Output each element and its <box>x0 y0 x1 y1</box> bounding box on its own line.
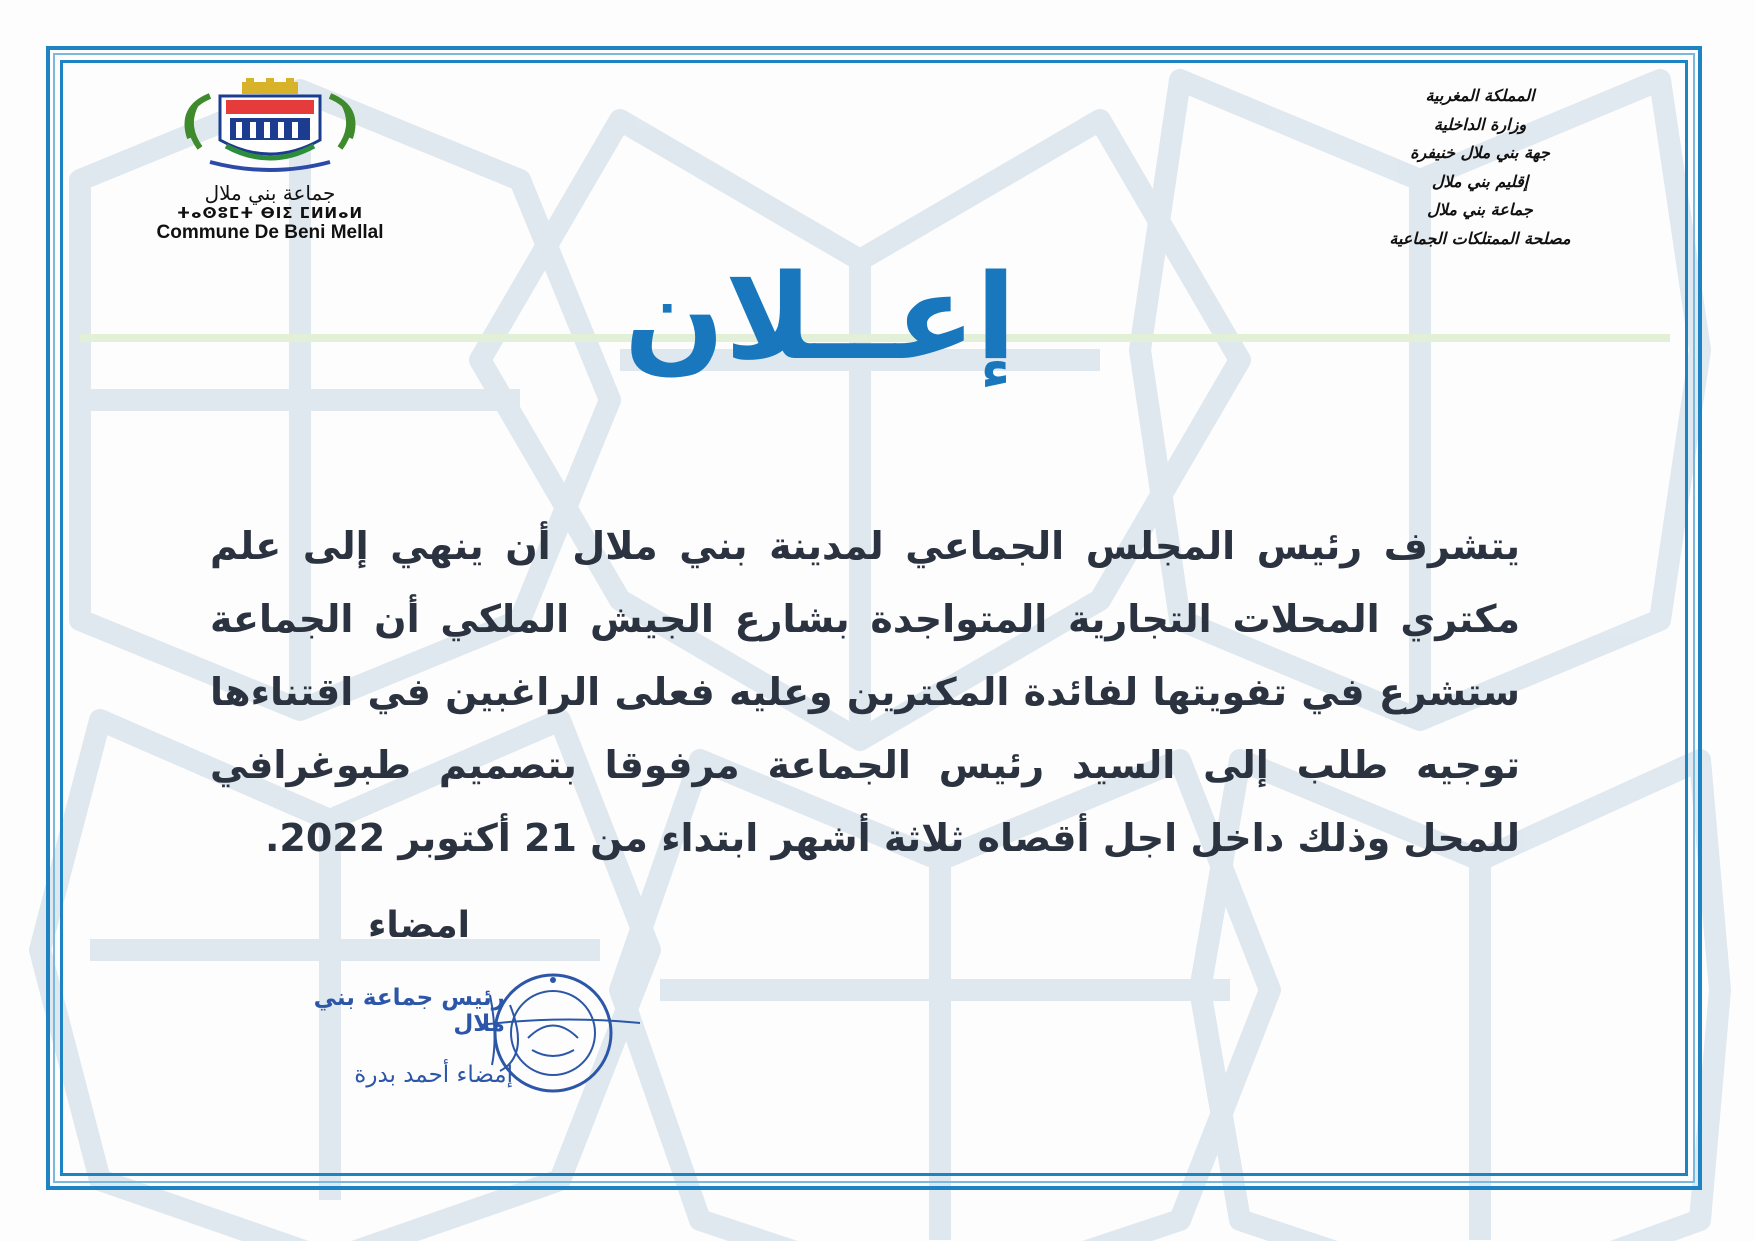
header-line: مصلحة الممتلكات الجماعية <box>1389 228 1571 248</box>
header-line: إقليم بني ملال <box>1431 171 1529 191</box>
signatory-name: إمضاء أحمد بدرة <box>354 1062 513 1088</box>
coat-of-arms-icon <box>170 78 370 178</box>
header-line: المملكة المغربية <box>1425 86 1535 105</box>
body-line: ستشرع في تفويتها لفائدة المكترين وعليه فعلى الراغبين في اقتناءها <box>210 670 1520 714</box>
signatory-title: رئيس جماعة بني ملال <box>313 985 505 1037</box>
body-line: يتشرف رئيس المجلس الجماعي لمدينة بني ملال أن ينهي إلى علم <box>210 524 1520 568</box>
announcement-body <box>210 510 1520 875</box>
logo-french-name: Commune De Beni Mellal <box>156 222 384 243</box>
header-line: جهة بني ملال خنيفرة <box>1410 143 1550 162</box>
logo-arabic-name: جماعة بني ملال <box>204 181 336 205</box>
announcement-title: إعــلان <box>623 248 1017 386</box>
body-line: للمحل وذلك داخل اجل أقصاه ثلاثة أشهر ابتداء من 21 أكتوبر 2022. <box>264 816 1520 860</box>
administrative-header <box>1340 82 1620 253</box>
logo-tifinagh-name: ⵜⴰⵙⵓⵎⵜ ⴱⵏⵉ ⵎⵍⵍⴰⵍ <box>176 204 364 222</box>
commune-logo <box>150 78 390 248</box>
body-line: مكتري المحلات التجارية المتواجدة بشارع الجيش الملكي أن الجماعة <box>210 597 1520 641</box>
handwritten-signature <box>470 985 650 1075</box>
signature-label: امضاء <box>367 905 470 946</box>
header-line: جماعة بني ملال <box>1427 200 1533 219</box>
header-line: وزارة الداخلية <box>1433 114 1527 134</box>
body-line: توجيه طلب إلى السيد رئيس الجماعة مرفوقا بتصميم طبوغرافي <box>210 743 1520 787</box>
